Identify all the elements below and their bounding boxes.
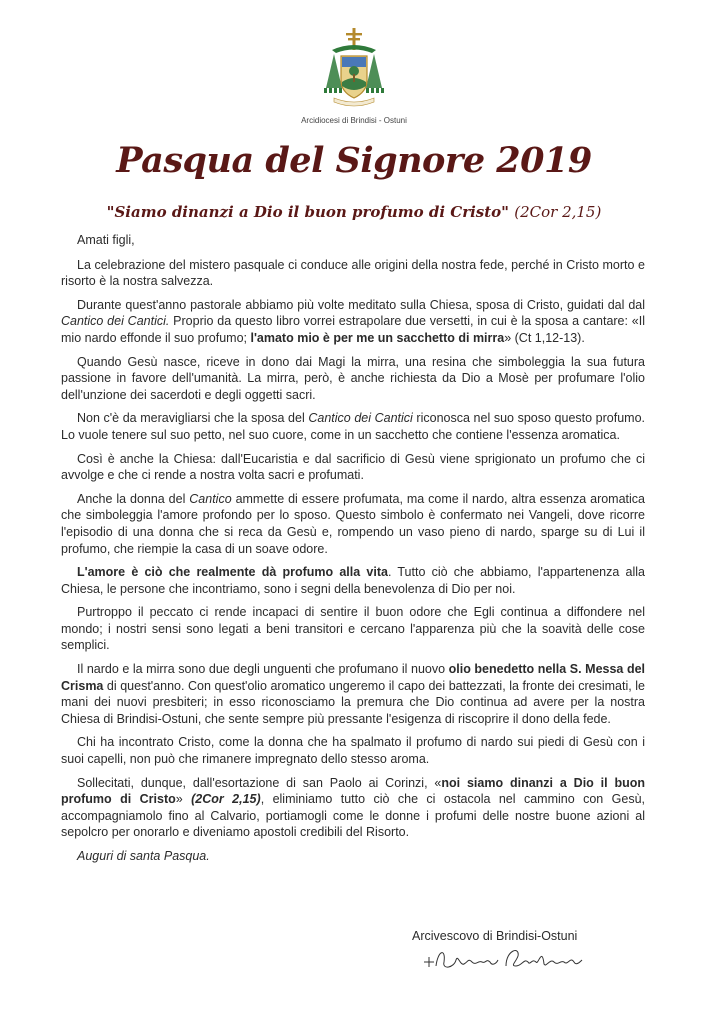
paragraph-2 <box>61 297 645 347</box>
paragraph-4-text: riconosca nel suo sposo questo profumo. Lo vuole tenere sul suo petto, nel suo cuore, come in un sacchetto che contiene l'essenza aromatica. <box>61 411 646 442</box>
paragraph-11-bold: noi siamo dinanzi a Dio il buon profumo di Cristo <box>61 775 646 807</box>
paragraph-8: Purtroppo il peccato ci rende incapaci di sentire il buon odore che Egli continua a diffondere nel mondo; i nostri sensi sono legati a beni transitori e cercano l'apparenza più che la soavità delle cose semplici. <box>61 605 645 653</box>
handwritten-signature-icon <box>420 940 600 976</box>
paragraph-7 <box>61 564 645 597</box>
paragraph-6-text: ammette di essere profumata, ma come il nardo, altra essenza aromatica che simboleggia l'amore profondo per lo sposo. Questo simbolo è confermato nei Vangeli, dove ricorre l'episodio di una donna che si reca da Gesù e, rompendo un vaso pieno di nardo, sparge su di Lui il profumo, che riempie la casa di un soave odore. <box>61 491 645 556</box>
closing-wishes: Auguri di santa Pasqua. <box>77 849 210 863</box>
paragraph-2-text: Proprio da questo libro vorrei estrapolare due versetti, in cui è la sposa a cantare: «Il mio nardo effonde il suo profumo; <box>61 314 645 345</box>
paragraph-9 <box>61 661 645 727</box>
paragraph-9-text: di quest'anno. Con quest'olio aromatico ungeremo il capo dei battezzati, la fronte dei cresimati, le mani dei nuovi presbiteri; in esso riconosciamo la premura che Dio continua ad avere per la nostra Chiesa di Brindisi-Ostuni, che sente sempre più pressante l'esigenza di riscoprire il dono della fede. <box>61 678 645 726</box>
paragraph-2-text: » (Ct 1,12-13). <box>504 330 585 345</box>
paragraph-9-text: Il nardo e la mirra sono due degli unguenti che profumano il nuovo <box>77 662 449 677</box>
paragraph-4 <box>61 410 645 443</box>
page-title: Pasqua del Signore 2019 <box>116 140 592 181</box>
paragraph-4-italic: Cantico dei Cantici <box>308 411 413 426</box>
subtitle-reference: (2Cor 2,15) <box>514 203 602 221</box>
paragraph-5: Così è anche la Chiesa: dall'Eucaristia e dal sacrificio di Gesù viene sprigionato un profumo che ci avvolge e che ci rende a nostra volta sacri e profumati. <box>61 451 645 483</box>
page-subtitle <box>0 203 708 221</box>
signer-role: Arcivescovo di Brindisi-Ostuni <box>412 929 578 943</box>
paragraph-10: Chi ha incontrato Cristo, come la donna che ha spalmato il profumo di nardo sui piedi di Gesù con i suoi capelli, non può che rimanere impregnato dello stesso aroma. <box>61 735 645 767</box>
paragraph-11-text: » <box>175 792 192 807</box>
paragraph-1: La celebrazione del mistero pasquale ci conduce alle origini della nostra fede, perché in Cristo morto e risorto è la nostra salvezza. <box>61 257 645 289</box>
paragraph-11-text: , eliminiamo tutto ciò che ci ostacola nel cammino con Gesù, accompagniamolo fino al Calvario, portiamogli come le donne i profumi delle nostre buone azioni al sepolcro per onorarlo e diveniamo apostoli credibili del Risorto. <box>61 792 645 840</box>
paragraph-7-text: . Tutto ciò che abbiamo, l'appartenenza alla Chiesa, le persone che incontriamo, sono i segni della benevolenza di Dio per noi. <box>61 565 645 596</box>
paragraph-2-italic: Cantico dei Cantici. <box>61 314 170 329</box>
paragraph-3: Quando Gesù nasce, riceve in dono dai Magi la mirra, una resina che simboleggia la sua futura passione in favore dell'umanità. La mirra, però, è anche richiesta da Dio a Mosè per profumare l'olio dell'unzione dei sacerdoti e degli oggetti sacri. <box>61 354 645 402</box>
paragraph-11-reference: (2Cor 2,15) <box>191 792 261 807</box>
archdiocese-coat-of-arms-icon <box>322 28 386 110</box>
paragraph-6-italic: Cantico <box>189 491 232 506</box>
letter-body <box>61 232 645 872</box>
paragraph-11 <box>61 775 645 841</box>
paragraph-7-bold: L'amore è ciò che realmente dà profumo alla vita <box>77 565 388 580</box>
subtitle-quote: "Siamo dinanzi a Dio il buon profumo di Cristo" <box>106 203 509 221</box>
paragraph-2-text: Durante quest'anno pastorale abbiamo più volte meditato sulla Chiesa, sposa di Cristo, guidati dal dal <box>77 297 645 312</box>
paragraph-9-bold: olio benedetto nella S. Messa del Crisma <box>61 662 646 693</box>
paragraph-4-text: Non c'è da meravigliarsi che la sposa del <box>77 411 309 426</box>
paragraph-6 <box>61 491 645 557</box>
paragraph-2-bold: l'amato mio è per me un sacchetto di mirra <box>250 330 505 345</box>
paragraph-6-text: Anche la donna del <box>77 491 190 506</box>
letter-greeting: Amati figli, <box>77 233 135 247</box>
paragraph-11-text: Sollecitati, dunque, dall'esortazione di san Paolo ai Corinzi, « <box>77 775 442 790</box>
archdiocese-name: Arcidiocesi di Brindisi - Ostuni <box>301 116 407 125</box>
